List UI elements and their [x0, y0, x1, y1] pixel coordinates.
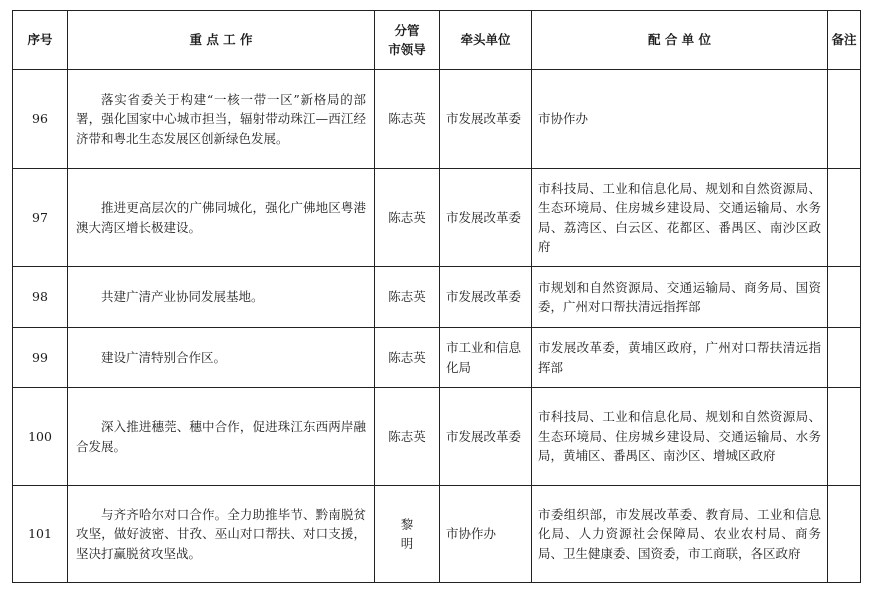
row-task-text: 落实省委关于构建“一核一带一区”新格局的部署，强化国家中心城市担当，辐射带动珠江—西江经济带和粤北生态发展区创新绿色发展。	[76, 91, 366, 146]
row-lead-unit: 市工业和信息化局	[440, 328, 532, 388]
row-coop-unit: 市发展改革委，黄埔区政府，广州对口帮扶清远指挥部	[532, 328, 828, 388]
table-row	[13, 169, 861, 267]
row-remark	[828, 388, 861, 486]
row-remark	[828, 169, 861, 267]
row-task	[68, 486, 375, 583]
row-seq: 99	[13, 328, 68, 388]
row-lead-unit: 市发展改革委	[440, 70, 532, 169]
row-leader: 陈志英	[375, 328, 440, 388]
header-leader-line1: 分管	[394, 22, 420, 38]
row-seq: 96	[13, 70, 68, 169]
row-remark	[828, 70, 861, 169]
header-leader-line2: 市领导	[388, 42, 426, 57]
row-task	[68, 328, 375, 388]
row-coop-unit: 市规划和自然资源局、交通运输局、商务局、国资委，广州对口帮扶清远指挥部	[532, 267, 828, 328]
row-coop-unit: 市科技局、工业和信息化局、规划和自然资源局、生态环境局、住房城乡建设局、交通运输局、水务局、荔湾区、白云区、花都区、番禺区、南沙区政府	[532, 169, 828, 267]
table-row	[13, 328, 861, 388]
row-seq: 100	[13, 388, 68, 486]
row-task-text: 与齐齐哈尔对口合作。全力助推毕节、黔南脱贫攻坚，做好波密、甘孜、巫山对口帮扶、对口支援，坚决打赢脱贫攻坚战。	[76, 506, 366, 561]
row-coop-unit: 市科技局、工业和信息化局、规划和自然资源局、生态环境局、住房城乡建设局、交通运输局、水务局，黄埔区、番禺区、南沙区、增城区政府	[532, 388, 828, 486]
row-lead-unit: 市发展改革委	[440, 169, 532, 267]
row-task-text: 建设广清特别合作区。	[101, 349, 227, 365]
row-leader: 陈志英	[375, 267, 440, 328]
table-row	[13, 388, 861, 486]
row-lead-unit: 市发展改革委	[440, 388, 532, 486]
table-row	[13, 70, 861, 169]
row-leader: 陈志英	[375, 169, 440, 267]
row-task-text: 共建广清产业协同发展基地。	[101, 289, 264, 305]
row-seq: 98	[13, 267, 68, 328]
row-task	[68, 70, 375, 169]
header-coop-unit: 配 合 单 位	[532, 11, 828, 70]
header-remark: 备注	[828, 11, 861, 70]
work-table	[12, 10, 861, 583]
row-leader: 黎明	[375, 486, 440, 583]
row-task-text: 推进更高层次的广佛同城化，强化广佛地区粤港澳大湾区增长极建设。	[76, 200, 366, 235]
row-seq: 97	[13, 169, 68, 267]
row-lead-unit: 市协作办	[440, 486, 532, 583]
header-lead-unit: 牵头单位	[440, 11, 532, 70]
row-leader: 陈志英	[375, 388, 440, 486]
row-coop-unit: 市协作办	[532, 70, 828, 169]
row-task	[68, 267, 375, 328]
row-task	[68, 388, 375, 486]
table-row	[13, 486, 861, 583]
row-task-text: 深入推进穗莞、穗中合作，促进珠江东西两岸融合发展。	[76, 419, 366, 454]
row-remark	[828, 267, 861, 328]
row-leader: 陈志英	[375, 70, 440, 169]
row-coop-unit: 市委组织部，市发展改革委、教育局、工业和信息化局、人力资源社会保障局、农业农村局、商务局、卫生健康委、国资委，市工商联，各区政府	[532, 486, 828, 583]
row-remark	[828, 328, 861, 388]
table-row	[13, 267, 861, 328]
row-seq: 101	[13, 486, 68, 583]
header-task: 重 点 工 作	[68, 11, 375, 70]
header-row	[13, 11, 861, 70]
row-task	[68, 169, 375, 267]
row-lead-unit: 市发展改革委	[440, 267, 532, 328]
header-leader	[375, 11, 440, 70]
header-seq: 序号	[13, 11, 68, 70]
row-remark	[828, 486, 861, 583]
